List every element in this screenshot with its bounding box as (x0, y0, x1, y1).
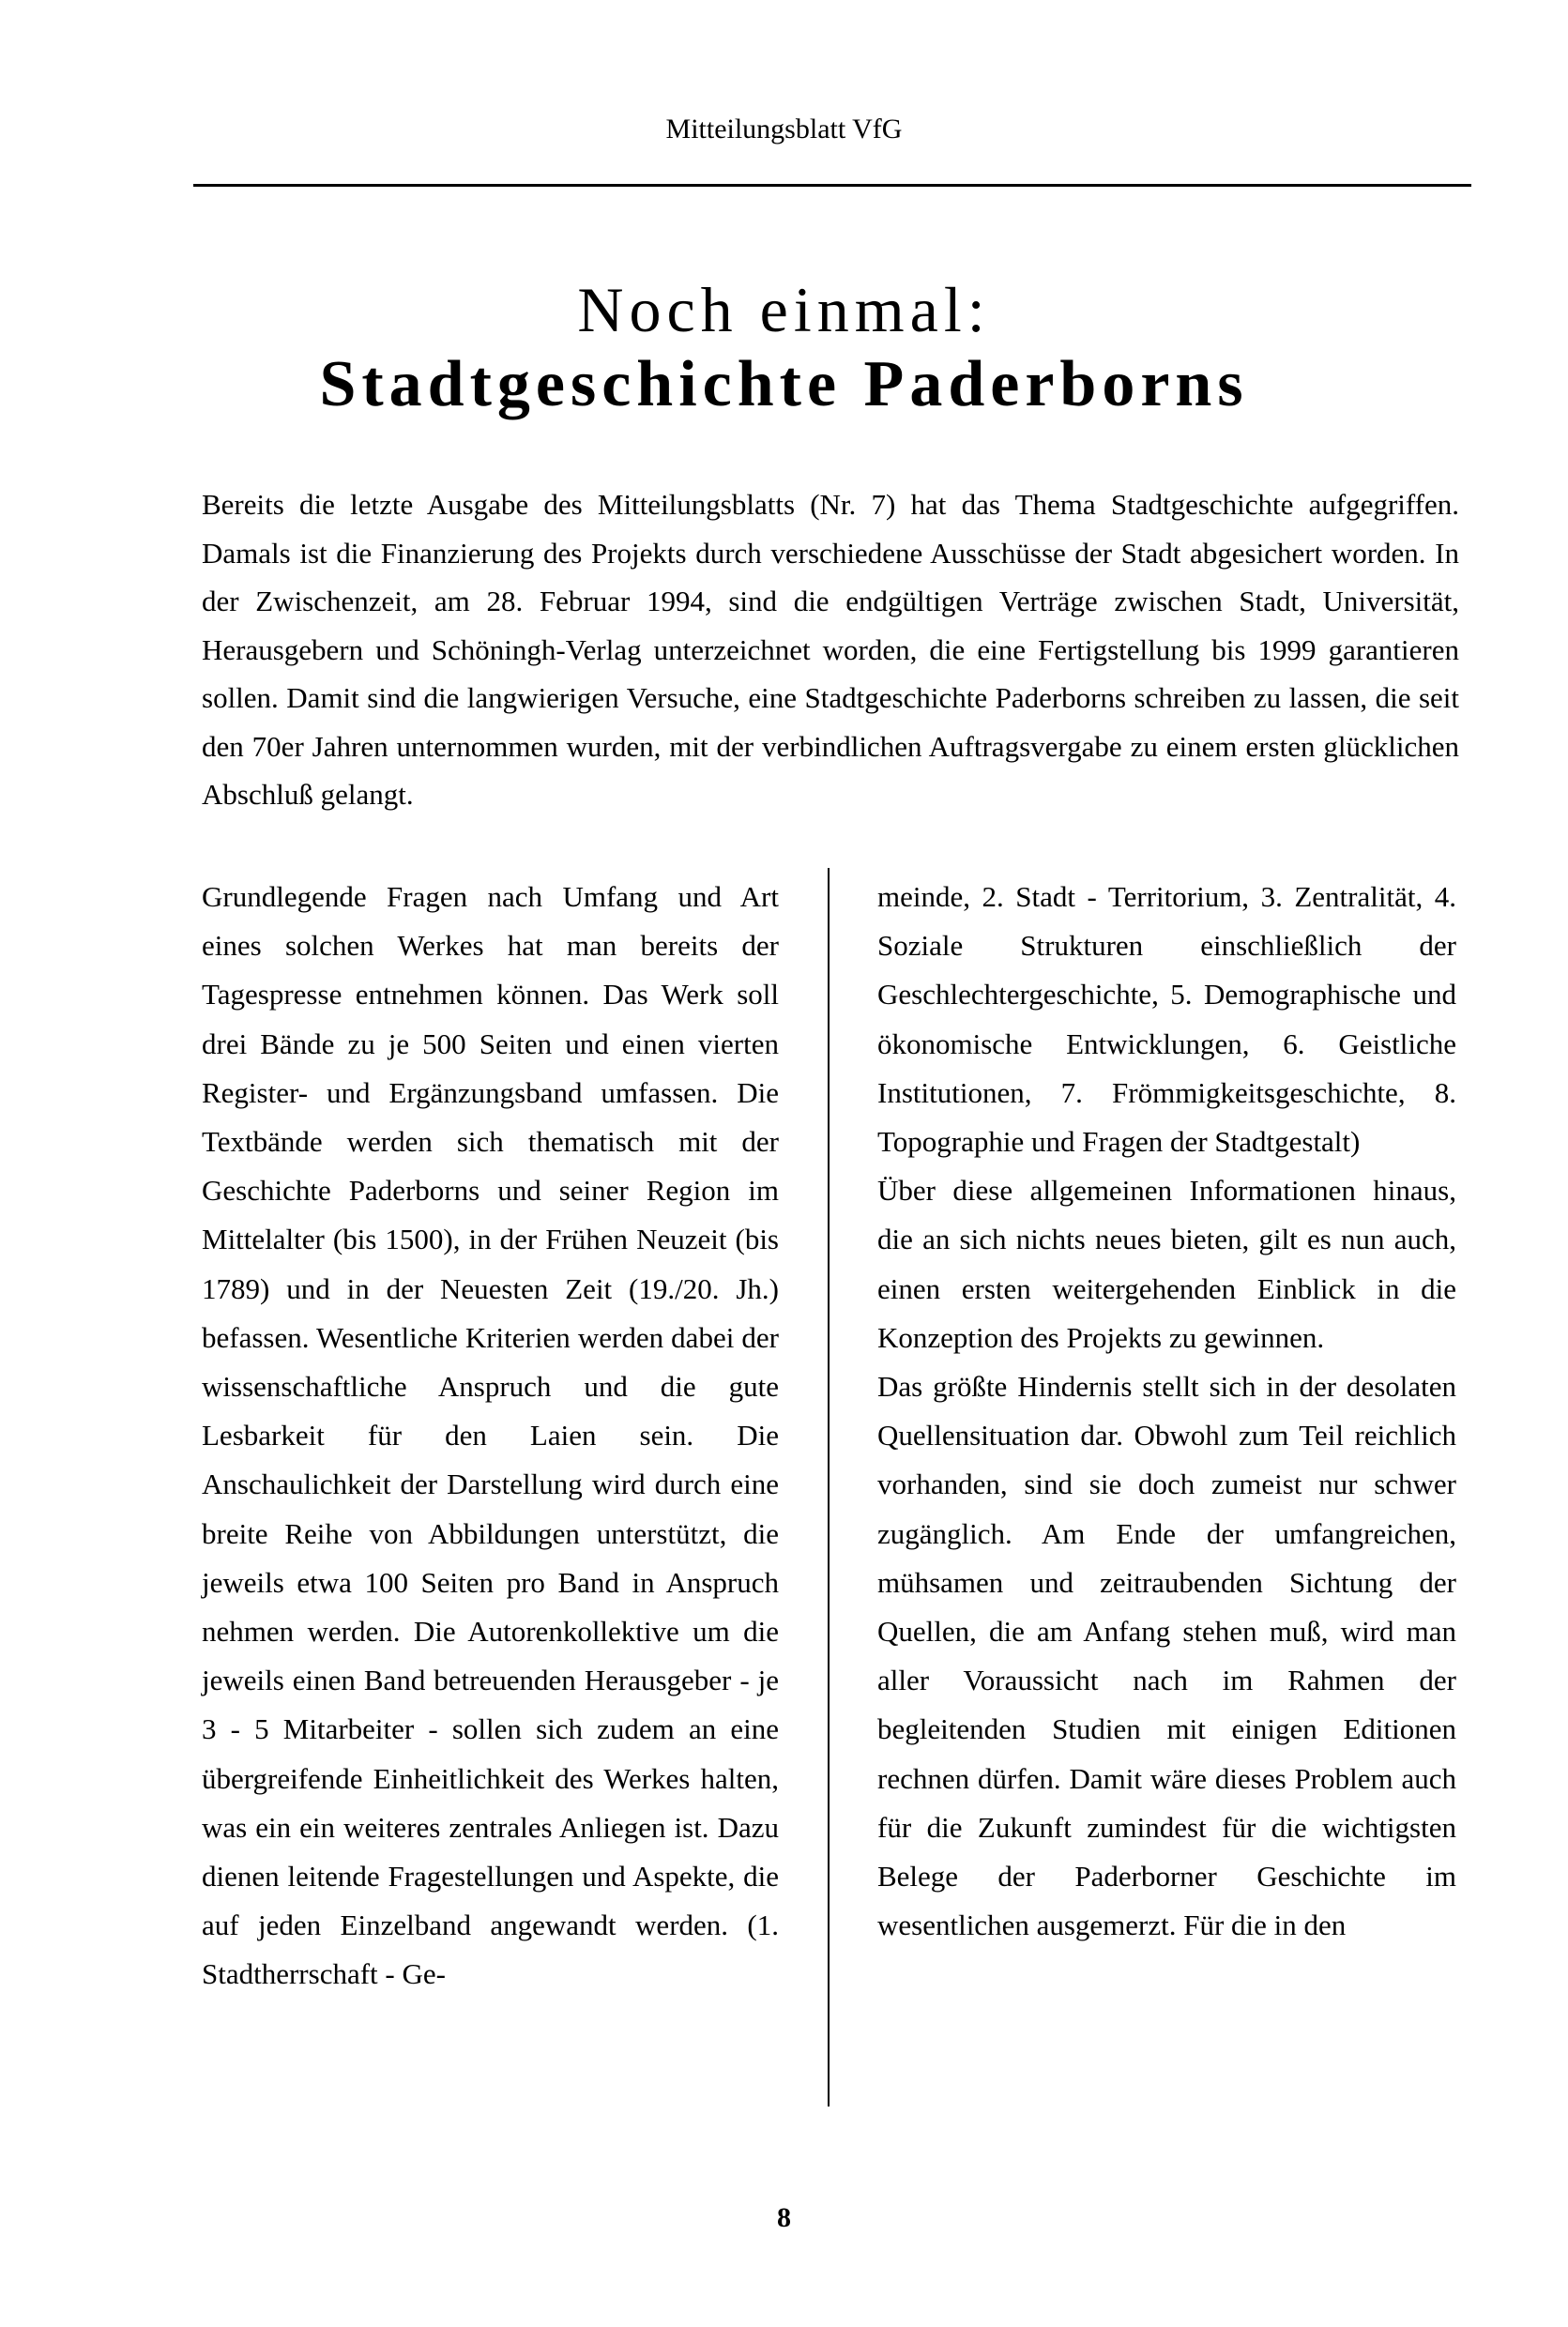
article-title-line1: Noch einmal: (577, 274, 991, 345)
right-column (877, 873, 1456, 1950)
left-column (202, 873, 779, 2000)
right-column-paragraph-3: Das größte Hindernis stellt sich in der desolaten Quellensituation dar. Obwohl zum Teil reichlich vorhanden, sind sie doch zumeist nur schwer zugänglich. Am Ende der umfangreichen, mühsamen und zeitraubenden Sichtung der Quellen, die am Anfang stehen muß, wird man aller Voraussicht nach im Rahmen der begleitenden Studien mit einigen Editionen rechnen dürfen. Damit wäre dieses Problem auch für die Zukunft zumindest für die wichtigsten Belege der Paderborner Geschichte im wesentlichen ausgemerzt. Für die in den (877, 1370, 1456, 1942)
right-column-paragraph-1: meinde, 2. Stadt - Territorium, 3. Zentralität, 4. Soziale Strukturen einschließlich der Geschlechtergeschichte, 5. Demographische und ökonomische Entwicklungen, 6. Geistliche Institutionen, 7. Frömmigkeitsgeschichte, 8. Topographie und Fragen der Stadtgestalt) (877, 880, 1456, 1159)
page-number: 8 (777, 2202, 791, 2233)
running-header: Mitteilungsblatt VfG (665, 114, 903, 144)
left-column-paragraph: Grundlegende Fragen nach Umfang und Art eines solchen Werkes hat man bereits der Tagespresse entnehmen können. Das Werk soll drei Bände zu je 500 Seiten und einen vierten Register- und Ergänzungsband umfassen. Die Textbände werden sich thematisch mit der Geschichte Paderborns und seiner Region im Mittelalter (bis 1500), in der Frühen Neuzeit (bis 1789) und in der Neuesten Zeit (19./20. Jh.) befassen. Wesentliche Kriterien werden dabei der wissenschaftliche Anspruch und die gute Lesbarkeit für den Laien sein. Die Anschaulichkeit der Darstellung wird durch eine breite Reihe von Abbildungen unterstützt, die jeweils etwa 100 Seiten pro Band in Anspruch nehmen werden. Die Autorenkollektive um die jeweils einen Band betreuenden Herausgeber - je 3 - 5 Mitarbeiter - sollen sich zudem an eine übergreifende Einheitlichkeit des Werkes halten, was ein ein weiteres zentrales Anliegen ist. Dazu dienen leitende Fragestellungen und Aspekte, die auf jeden Einzelband angewandt werden. (1. Stadtherrschaft - Ge- (202, 880, 779, 1991)
article-title-line2: Stadtgeschichte Paderborns (319, 348, 1249, 420)
article-intro: Bereits die letzte Ausgabe des Mitteilungsblatts (Nr. 7) hat das Thema Stadtgeschichte aufgegriffen. Damals ist die Finanzierung des Projekts durch verschiedene Ausschüsse der Stadt abgesichert worden. In der Zwischenzeit, am 28. Februar 1994, sind die endgültigen Verträge zwischen Stadt, Universität, Herausgebern und Schöningh-Verlag unterzeichnet worden, die eine Fertigstellung bis 1999 garantieren sollen. Damit sind die langwierigen Versuche, eine Stadtgeschichte Paderborns schreiben zu lassen, die seit den 70er Jahren unternommen wurden, mit der verbindlichen Auftragsvergabe zu einem ersten glücklichen Abschluß gelangt. (202, 488, 1459, 811)
right-column-paragraph-2: Über diese allgemeinen Informationen hinaus, die an sich nichts neues bieten, gilt es nun auch, einen ersten weitergehenden Einblick in die Konzeption des Projekts zu gewinnen. (877, 1174, 1456, 1354)
column-divider (828, 868, 830, 2106)
header-divider (193, 184, 1471, 187)
